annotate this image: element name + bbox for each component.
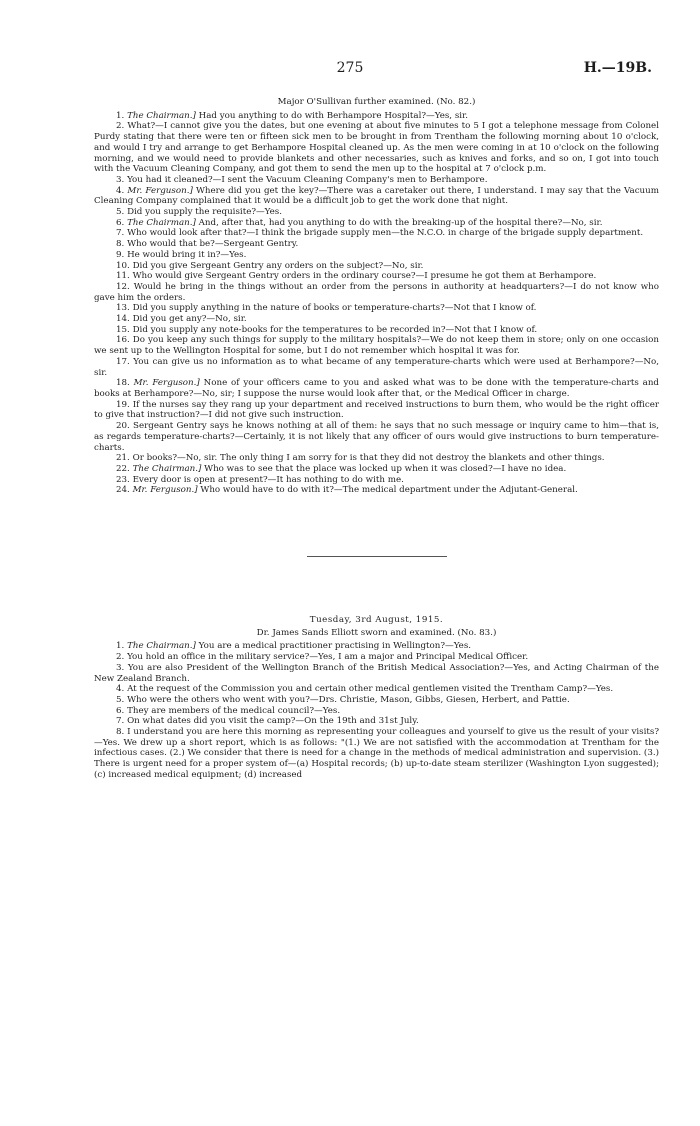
question-paragraph — [94, 464, 659, 475]
question-text: Do you keep any such things for supply to the military hospitals?—We do not keep them in store; only on one occasion we sent up to the Wellington Hospital for some, but I do not remember which hospital it was for. — [94, 335, 659, 357]
question-number: 23. — [116, 474, 133, 485]
question-number: 4. — [116, 185, 128, 196]
question-number: 18. — [116, 378, 134, 389]
question-paragraph — [94, 175, 659, 186]
question-paragraph — [94, 325, 659, 336]
question-paragraph — [94, 228, 659, 239]
question-number: 12. — [116, 281, 134, 292]
question-text: Did you get any?—No, sir. — [132, 314, 247, 325]
page-header — [0, 60, 700, 78]
question-text: You are also President of the Wellington Branch of the British Medical Association?—Yes, and Acting Chairman of the New Zealand Branch. — [94, 662, 659, 684]
question-number: 21. — [116, 453, 133, 464]
question-text: Did you give Sergeant Gentry any orders on the subject?—No, sir. — [132, 260, 424, 271]
section1-heading: Major O'Sullivan further examined. (No. 82.) — [277, 97, 476, 107]
question-text: And, after that, had you anything to do with the breaking-up of the hospital there?—No, sir. — [198, 217, 603, 228]
question-paragraph — [94, 239, 659, 250]
question-text: He would bring it in?—Yes. — [127, 249, 247, 260]
section1-questions — [94, 111, 659, 496]
question-text: I understand you are here this morning as representing your colleagues and yourself to give us the result of your visits?—Yes. We drew up a short report, which is as follows: "(1.) We are not satisfied with the accommodation at Trentham for the infectious cases. (2.) We consider that there is need for a change in the methods of medical administration and supervision. (3.) There is urgent need for a proper system of—(a) Hospital records; (b) up-to-date steam sterilizer (Washington Lyon suggested); (c) increased medical equipment; (d) increased — [94, 727, 659, 780]
section2-heading: Dr. James Sands Elliott sworn and examined. (No. 83.) — [256, 627, 497, 638]
speaker-label: The Chairman.] — [127, 110, 196, 121]
speaker-label: Mr. Ferguson.] — [127, 185, 193, 196]
question-paragraph — [94, 485, 659, 496]
question-paragraph — [94, 400, 659, 421]
question-text: You can give us no information as to what became of any temperature-charts which were used at Berhampore?—No, sir. — [94, 356, 659, 378]
question-paragraph — [94, 250, 659, 261]
question-text: Sergeant Gentry says he knows nothing at all of them: he says that no such message or inquiry came to him—that is, as regards temperature-charts?—Certainly, it is not likely that any officer of ours would give instructions to burn temperature-charts. — [94, 421, 660, 453]
question-paragraph — [94, 641, 659, 652]
question-number: 7. — [116, 716, 128, 727]
question-text: None of your officers came to you and asked what was to be done with the temperature-charts and books at Berhampore?—No, sir; I suppose the nurse would look after that, or the Medical Officer in charge. — [94, 378, 659, 399]
question-text: Every door is open at present?—It has nothing to do with me. — [132, 474, 404, 485]
question-text: Who would give Sergeant Gentry orders in the ordinary course?—I presume he got them at Berhampore. — [132, 271, 597, 282]
question-text: Did you supply any note-books for the temperatures to be recorded in?—Not that I know of. — [132, 324, 538, 335]
question-text: What?—I cannot give you the dates, but one evening at about five minutes to 5 I got a telephone message from Colonel Purdy stating that there were ten or fifteen sick men to be brought in from Trentham the following morning about 10 o'clock, and would I try and arrange to get Berhampore Hospital cleaned up. As the men were coming in at 10 o'clock on the following morning, and we would need to provide blankets and other necessaries, such as knives and forks, and so on, I got into touch with the Vacuum Cleaning Company, and got them to send the men up to the hospital at 7 o'clock p.m. — [94, 121, 659, 175]
question-paragraph — [94, 716, 659, 727]
question-number: 22. — [116, 463, 133, 474]
question-paragraph — [94, 663, 659, 684]
question-text: Who was to see that the place was locked up when it was closed?—I have no idea. — [204, 463, 567, 474]
question-text: On what dates did you visit the camp?—On the 19th and 31st July. — [127, 716, 419, 727]
question-text: At the request of the Commission you and certain other medical gentlemen visited the Trentham Camp?—Yes. — [127, 684, 614, 695]
question-text: Who would look after that?—I think the brigade supply men—the N.C.O. in charge of the brigade supply department. — [127, 228, 644, 239]
question-text: You are a medical practitioner practising in Wellington?—Yes. — [198, 641, 472, 652]
speaker-label: The Chairman.] — [127, 217, 196, 228]
question-paragraph — [94, 111, 659, 122]
question-text: Would he bring in the things without an order from the persons in authority at headquarters?—I do not know who gave him the orders. — [94, 281, 660, 303]
question-number: 15. — [116, 324, 133, 335]
question-text: You hold an office in the military service?—Yes, I am a major and Principal Medical Officer. — [127, 652, 529, 663]
question-paragraph — [94, 727, 659, 781]
question-number: 4. — [116, 684, 128, 695]
question-number: 13. — [116, 303, 133, 314]
question-text: If the nurses say they rang up your department and received instructions to burn them, who would be the right officer to give that instruction?—I did not give such instruction. — [94, 399, 660, 421]
question-text: Had you anything to do with Berhampore Hospital?—Yes, sir. — [198, 110, 469, 121]
question-paragraph — [94, 207, 659, 218]
question-paragraph — [94, 652, 659, 663]
question-text: Who would have to do with it?—The medical department under the Adjutant-General. — [200, 485, 578, 496]
question-number: 2. — [116, 652, 128, 663]
question-number: 11. — [116, 271, 133, 282]
question-number: 5. — [116, 207, 128, 218]
question-paragraph — [94, 282, 659, 303]
question-paragraph — [94, 218, 659, 229]
question-number: 7. — [116, 228, 128, 239]
question-paragraph — [94, 186, 659, 207]
question-number: 6. — [116, 217, 128, 228]
question-paragraph — [94, 421, 659, 453]
hearing-date: Tuesday, 3rd August, 1915. — [309, 615, 444, 626]
question-number: 3. — [116, 662, 128, 673]
question-number: 1. — [116, 641, 128, 652]
speaker-label: The Chairman.] — [127, 641, 196, 652]
question-number: 9. — [116, 249, 128, 260]
question-paragraph — [94, 684, 659, 695]
question-paragraph — [94, 706, 659, 717]
question-text: Who would that be?—Sergeant Gentry. — [127, 239, 299, 250]
question-number: 6. — [116, 705, 128, 716]
question-text: Where did you get the key?—There was a caretaker out there, I understand. I may say that the Vacuum Cleaning Company complained that it would be a difficult job to get the work done that night. — [94, 185, 659, 207]
question-number: 2. — [116, 121, 128, 132]
question-paragraph — [94, 271, 659, 282]
question-paragraph — [94, 475, 659, 486]
question-paragraph — [94, 695, 659, 706]
speaker-label: The Chairman.] — [132, 463, 202, 474]
page-number: 275 — [336, 60, 364, 76]
question-number: 19. — [116, 399, 133, 410]
question-number: 10. — [116, 260, 133, 271]
question-number: 24. — [116, 485, 133, 496]
question-number: 3. — [116, 174, 128, 185]
question-paragraph — [94, 378, 659, 399]
question-text: Did you supply anything in the nature of books or temperature-charts?—Not that I know of. — [132, 303, 537, 314]
question-number: 16. — [116, 335, 133, 346]
speaker-label: Mr. Ferguson.] — [133, 378, 200, 389]
question-number: 20. — [116, 421, 134, 432]
question-number: 8. — [116, 727, 128, 738]
question-number: 5. — [116, 694, 128, 705]
question-paragraph — [94, 357, 659, 378]
question-paragraph — [94, 261, 659, 272]
question-number: 17. — [116, 356, 134, 367]
question-number: 14. — [116, 314, 133, 325]
document-reference: H.—19B. — [583, 60, 652, 76]
section-divider — [307, 556, 447, 557]
question-text: You had it cleaned?—I sent the Vacuum Cleaning Company's men to Berhampore. — [127, 174, 488, 185]
question-text: They are members of the medical council?—Yes. — [127, 705, 341, 716]
question-text: Who were the others who went with you?—Drs. Christie, Mason, Gibbs, Giesen, Herbert, and Pattie. — [127, 694, 570, 705]
question-text: Did you supply the requisite?—Yes. — [127, 207, 283, 218]
question-paragraph — [94, 314, 659, 325]
question-paragraph — [94, 121, 659, 175]
question-paragraph — [94, 335, 659, 356]
document-body — [94, 97, 659, 781]
question-number: 8. — [116, 239, 128, 250]
speaker-label: Mr. Ferguson.] — [132, 485, 198, 496]
question-number: 1. — [116, 110, 128, 121]
question-text: Or books?—No, sir. The only thing I am sorry for is that they did not destroy the blankets and other things. — [132, 453, 605, 464]
question-paragraph — [94, 453, 659, 464]
question-paragraph — [94, 303, 659, 314]
section2-questions — [94, 641, 659, 780]
